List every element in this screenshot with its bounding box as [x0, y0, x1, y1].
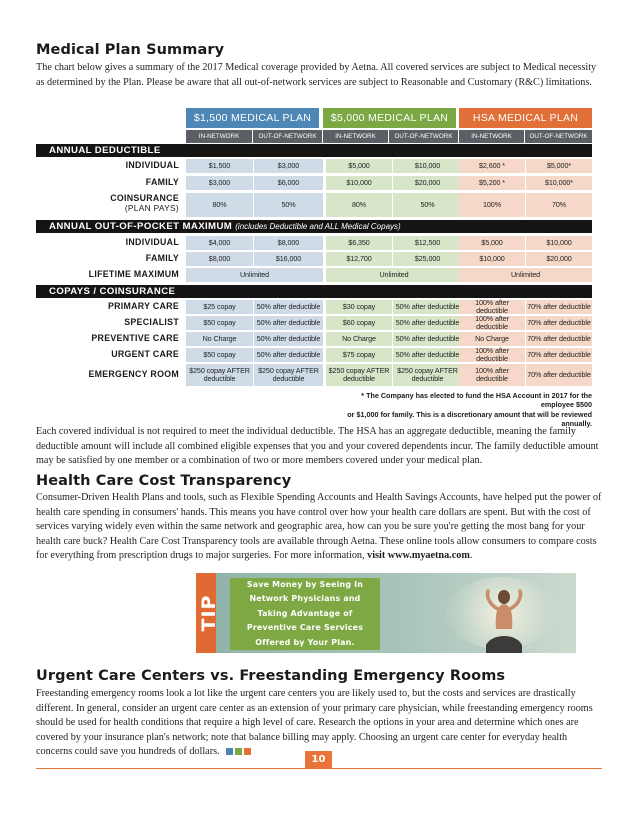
row-label — [36, 317, 179, 327]
table-cell: No Charge — [326, 332, 392, 346]
row-label — [36, 160, 179, 170]
hsa-footnote — [330, 391, 592, 429]
table-cell: $250 copay AFTER deductible — [393, 364, 462, 386]
intro-paragraph: The chart below gives a summary of the 2017 Medical coverage provided by Aetna. All covered services are subject to Medical necessity as determined by the Plan. Please be aware that all out-of-network services are subject to Reasonable and Customary (R&C) limitations. — [36, 62, 597, 88]
table-cell: 50% after deductible — [254, 332, 323, 346]
row-label — [36, 269, 179, 279]
row-label-text: URGENT CARE — [111, 349, 179, 359]
table-cell: 50% after deductible — [254, 316, 323, 330]
table-row — [36, 299, 592, 315]
table-cell: 100% after deductible — [459, 364, 525, 386]
table-cell: 50% — [393, 193, 462, 217]
deductible-explanation: Each covered individual is not required to meet the individual deductible. The HSA has an aggregate deductible, meaning the family deductible amount will include all combined eligible expenses that you and your covered dependents incur. The family deductible amount may be satisfied by one member or a combination of two or more members covered under your medical plan. — [36, 426, 599, 467]
table-cell: 70% — [526, 193, 592, 217]
page-number: 10 — [305, 751, 332, 768]
table-cell: $10,000* — [526, 176, 592, 190]
tip-stripe — [196, 573, 220, 653]
network-header: IN-NETWORK — [459, 130, 525, 143]
footnote-line-2: or $1,000 for family. This is a discretionary amount that will be reviewed annually. — [347, 409, 592, 429]
table-cell: 70% after deductible — [526, 348, 592, 362]
table-cell: $5,000* — [526, 159, 592, 173]
table-cell: $3,000 — [254, 159, 323, 173]
table-cell: Unlimited — [326, 268, 462, 282]
table-cell: 100% — [459, 193, 525, 217]
table-cell: $12,500 — [393, 236, 462, 250]
tip-message: Save Money by Seeing In Network Physicians and Taking Advantage of Preventive Care Services Offered by Your Plan. — [246, 579, 364, 647]
tip-banner — [196, 573, 576, 653]
table-cell: $60 copay — [326, 316, 392, 330]
row-label — [36, 333, 179, 343]
end-squares — [226, 746, 253, 761]
table-cell: $4,000 — [186, 236, 253, 250]
row-label — [36, 237, 179, 247]
table-cell: 50% after deductible — [254, 348, 323, 362]
section-title-medical-plan-summary: Medical Plan Summary — [36, 42, 225, 58]
plan-header-5000: $5,000 MEDICAL PLAN — [323, 108, 456, 128]
table-row — [36, 158, 592, 174]
oop-note: (includes Deductible and ALL Medical Copays) — [235, 222, 401, 231]
table-cell: $16,000 — [254, 252, 323, 266]
table-cell: Unlimited — [459, 268, 592, 282]
table-cell: 70% after deductible — [526, 332, 592, 346]
table-cell: $250 copay AFTER deductible — [254, 364, 323, 386]
row-label-text: SPECIALIST — [124, 317, 179, 327]
plan-header-hsa: HSA MEDICAL PLAN — [459, 108, 592, 128]
footer-rule — [36, 768, 602, 769]
tip-label: TIP — [198, 594, 220, 632]
table-cell: No Charge — [186, 332, 253, 346]
table-cell: No Charge — [459, 332, 525, 346]
row-label — [36, 193, 179, 213]
network-header: OUT-OF-NETWORK — [525, 130, 592, 143]
table-cell: $3,000 — [186, 176, 253, 190]
row-label — [36, 349, 179, 359]
table-cell: $20,000 — [526, 252, 592, 266]
urgent-care-body: Freestanding emergency rooms look a lot like the urgent care centers you are likely used to, but the costs and services are drastically different. In general, consider an urgent care center as an extension of your primary care physician, while freestanding emergency rooms should be used for health conditions that require a high level of care. Research the options in your area and determine which ones are covered by your insurance plan's network; note that balance billing may apply. Choosing an urgent care center for everyday health concerns could save you hundreds of dollars. — [36, 688, 593, 758]
end-square-green — [235, 748, 242, 755]
table-cell: 50% after deductible — [393, 332, 462, 346]
table-cell: $10,000 — [459, 252, 525, 266]
table-cell: $30 copay — [326, 300, 392, 314]
network-header: OUT-OF-NETWORK — [253, 130, 323, 143]
table-row — [36, 267, 592, 283]
footnote-line-1: * The Company has elected to fund the HSA Account in 2017 for the employee $500 — [361, 391, 592, 410]
table-row — [36, 235, 592, 251]
section-bar-deductible: ANNUAL DEDUCTIBLE — [36, 144, 592, 157]
table-cell: 80% — [326, 193, 392, 217]
table-cell: 80% — [186, 193, 253, 217]
table-cell: $250 copay AFTER deductible — [326, 364, 392, 386]
network-header: OUT-OF-NETWORK — [389, 130, 459, 143]
table-cell: $25 copay — [186, 300, 253, 314]
table-cell: $6,350 — [326, 236, 392, 250]
table-cell: 70% after deductible — [526, 300, 592, 314]
table-cell: $5,000 — [459, 236, 525, 250]
table-cell: $10,000 — [393, 159, 462, 173]
cost-transparency-paragraph — [36, 491, 602, 564]
table-row — [36, 315, 592, 331]
table-row — [36, 192, 592, 218]
table-cell: Unlimited — [186, 268, 323, 282]
table-cell: 50% after deductible — [393, 316, 462, 330]
row-label-text: FAMILY — [145, 177, 179, 187]
network-header: IN-NETWORK — [323, 130, 389, 143]
table-row — [36, 331, 592, 347]
plan-header-row — [186, 108, 592, 128]
network-header-row — [186, 130, 592, 143]
table-row — [36, 175, 592, 191]
table-cell: 100% after deductible — [459, 348, 525, 362]
table-row — [36, 347, 592, 363]
myaetna-link[interactable]: visit www.myaetna.com — [367, 550, 470, 562]
meditation-figure-icon — [482, 585, 526, 653]
period: . — [469, 550, 473, 562]
table-cell: $50 copay — [186, 316, 253, 330]
table-cell: $10,000 — [326, 176, 392, 190]
row-label-text: EMERGENCY ROOM — [88, 369, 179, 379]
table-cell: 50% after deductible — [254, 300, 323, 314]
table-cell: $12,700 — [326, 252, 392, 266]
section-title-cost-transparency: Health Care Cost Transparency — [36, 473, 292, 489]
end-square-orange — [244, 748, 251, 755]
table-cell: $75 copay — [326, 348, 392, 362]
row-sublabel: (PLAN PAYS) — [124, 203, 179, 213]
table-cell: $8,000 — [254, 236, 323, 250]
table-cell: 70% after deductible — [526, 316, 592, 330]
table-cell: $1,500 — [186, 159, 253, 173]
section-bar-oop — [36, 220, 592, 233]
cost-transparency-body: Consumer-Driven Health Plans and tools, such as Flexible Spending Accounts and Health Savings Accounts, have helped put the power of health care spending in consumers' hands. This means you have control over how your health care dollars are spent. But with the cost of services varying widely even within the same network and geographic area, how can you be sure you're getting the most bang for your health care buck? Health Care Cost Transparency tools are available through Aetna. These online tools allow consumers to compare costs for everything from prescription drugs to major surgeries. For more information, — [36, 492, 602, 562]
network-header: IN-NETWORK — [186, 130, 253, 143]
table-cell: $25,000 — [393, 252, 462, 266]
table-cell: 50% after deductible — [393, 348, 462, 362]
table-cell: $2,600 * — [459, 159, 525, 173]
table-cell: 70% after deductible — [526, 364, 592, 386]
table-cell: $50 copay — [186, 348, 253, 362]
table-cell: 100% after deductible — [459, 316, 525, 330]
table-cell: 100% after deductible — [459, 300, 525, 314]
row-label — [36, 301, 179, 311]
tip-message-box — [230, 578, 380, 650]
end-square-blue — [226, 748, 233, 755]
plan-header-1500: $1,500 MEDICAL PLAN — [186, 108, 319, 128]
row-label-text: LIFETIME MAXIMUM — [88, 269, 179, 279]
row-label-text: INDIVIDUAL — [125, 160, 179, 170]
table-cell: $10,000 — [526, 236, 592, 250]
table-cell: $6,000 — [254, 176, 323, 190]
table-cell: $8,000 — [186, 252, 253, 266]
row-label-text: PREVENTIVE CARE — [91, 333, 179, 343]
table-row — [36, 251, 592, 267]
row-label — [36, 177, 179, 187]
row-label — [36, 253, 179, 263]
section-bar-copays: COPAYS / COINSURANCE — [36, 285, 592, 298]
row-label-text: COINSURANCE — [110, 193, 179, 203]
row-label-text: INDIVIDUAL — [125, 237, 179, 247]
table-cell: $20,000 — [393, 176, 462, 190]
table-row — [36, 363, 592, 387]
table-cell: $5,200 * — [459, 176, 525, 190]
row-label — [36, 369, 179, 379]
table-cell: $5,000 — [326, 159, 392, 173]
urgent-care-paragraph — [36, 687, 602, 761]
row-label-text: PRIMARY CARE — [107, 301, 179, 311]
section-title-urgent-care: Urgent Care Centers vs. Freestanding Emergency Rooms — [36, 668, 506, 684]
table-cell: 50% after deductible — [393, 300, 462, 314]
table-cell: $250 copay AFTER deductible — [186, 364, 253, 386]
row-label-text: FAMILY — [145, 253, 179, 263]
oop-title: ANNUAL OUT-OF-POCKET MAXIMUM — [49, 221, 233, 232]
table-cell: 50% — [254, 193, 323, 217]
